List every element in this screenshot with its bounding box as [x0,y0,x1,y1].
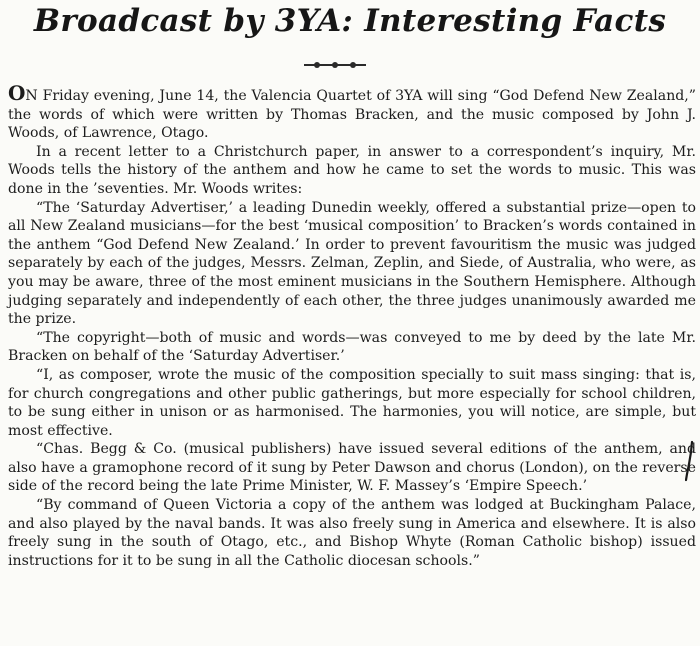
paragraph-7: “By command of Queen Victoria a copy of the anthem was lodged at Buckingham Palace, and also played by the naval bands. It was also freely sung in America and elsewhere. It is also freely sung in the south of Otago, etc., and Bishop Whyte (Roman Catholic bishop) issued instructions for it to be sung in all the Catholic diocesan schools.” [8,497,696,569]
ornamental-rule-icon [304,61,366,68]
paragraph-1-text: N Friday evening, June 14, the Valencia Quartet of 3YA will sing “God Defend New Zealand,” the words of which were written by Thomas Bracken, and the music composed by John J. Woods, of Lawrence, Otago. [8,88,696,142]
drop-cap: O [8,81,26,105]
paragraph-2: In a recent letter to a Christchurch paper, in answer to a correspondent’s inquiry, Mr. Woods tells the history of the anthem and how he came to set the words to music. This was done in the ’seventies. Mr. Woods writes: [8,143,696,197]
headline: Broadcast by 3YA: Interesting Facts [33,3,667,39]
paragraph-6: “Chas. Begg & Co. (musical publishers) have issued several editions of the anthem, and also have a gramophone record of it sung by Peter Dawson and chorus (London), on the reverse side of the record being the late Prime Minister, W. F. Massey’s ‘Empire Speech.’ [8,441,696,495]
paragraph-1 [8,81,696,143]
paragraph-4: “The copyright—both of music and words—was conveyed to me by deed by the late Mr. Bracken on behalf of the ‘Saturday Advertiser.’ [8,329,696,365]
pencil-mark-icon [685,440,695,482]
article-body [8,81,696,570]
paragraph-5: “I, as composer, wrote the music of the composition specially to suit mass singing: that is, for church congregations and other public gatherings, but more especially for school children, to be sung either in unison or as harmonised. The harmonies, you will notice, are simple, but most effective. [8,366,696,439]
paragraph-3: “The ‘Saturday Advertiser,’ a leading Dunedin weekly, offered a substantial prize—open to all New Zealand musicians—for the best ‘musical composition’ to Bracken’s words contained in the anthem “God Defend New Zealand.’ In order to prevent favouritism the music was judged separately by each of the judges, Messrs. Zelman, Zeplin, and Siede, of Australia, who were, as you may be aware, three of the most eminent musicians in the Southern Hemisphere. Although judging separately and independently of each other, the three judges unanimously awarded me the prize. [8,199,696,328]
